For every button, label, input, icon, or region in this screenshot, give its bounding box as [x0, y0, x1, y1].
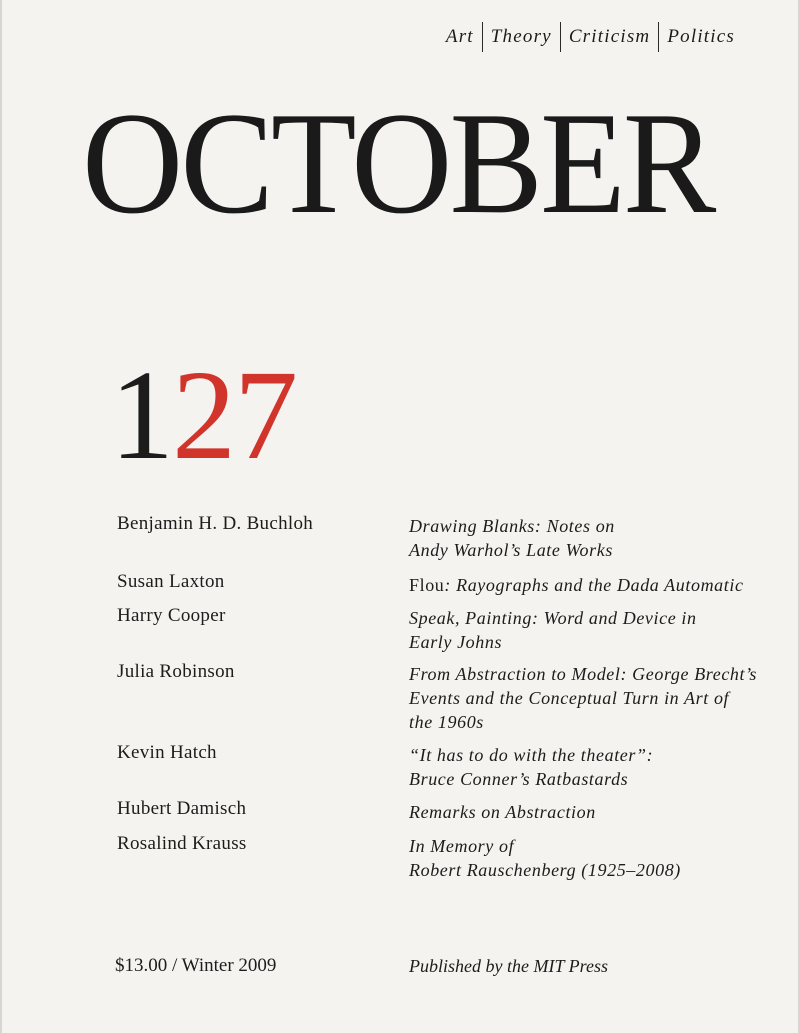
- title-line: From Abstraction to Model: George Brecht’s: [409, 664, 757, 684]
- subject-politics: Politics: [667, 26, 735, 47]
- title-lead-word: Flou: [409, 575, 445, 595]
- title-rest: : Rayographs and the Dada Automatic: [444, 575, 744, 595]
- contents-title: [409, 800, 779, 824]
- subject-criticism: Criticism: [568, 26, 651, 47]
- title-line: the 1960s: [409, 712, 484, 732]
- title-line: Early Johns: [409, 632, 503, 652]
- title-line: Events and the Conceptual Turn in Art of: [409, 688, 730, 708]
- title-line: [409, 573, 779, 597]
- title-line: Drawing Blanks: Notes on: [409, 516, 615, 536]
- contents-title: [409, 606, 779, 654]
- contents-author: Harry Cooper: [117, 605, 226, 626]
- title-line: Speak, Painting: Word and Device in: [409, 608, 697, 628]
- masthead-title: OCTOBER: [82, 82, 714, 244]
- contents-title: [409, 514, 779, 562]
- issue-digits-red: 27: [172, 344, 296, 486]
- contents-title: [409, 834, 779, 882]
- contents-author: Benjamin H. D. Buchloh: [117, 513, 314, 534]
- contents-author: Kevin Hatch: [117, 742, 217, 763]
- contents-author: Hubert Damisch: [117, 798, 247, 819]
- contents-author: Rosalind Krauss: [117, 833, 247, 854]
- title-line: Remarks on Abstraction: [409, 802, 596, 822]
- price-and-season: $13.00 / Winter 2009: [115, 955, 277, 976]
- publisher-line: Published by the MIT Press: [409, 956, 608, 976]
- issue-number: [110, 344, 296, 486]
- contents-title: [409, 662, 779, 734]
- subject-art: Art: [445, 26, 474, 47]
- title-line: Bruce Conner’s Ratbastards: [409, 769, 629, 789]
- subject-theory: Theory: [490, 26, 552, 47]
- contents-title: [409, 743, 779, 791]
- title-line: “It has to do with the theater”:: [409, 745, 654, 765]
- issue-digit-black: 1: [110, 344, 172, 486]
- contents-author: Julia Robinson: [117, 661, 235, 682]
- title-line: Robert Rauschenberg (1925–2008): [409, 860, 681, 880]
- subject-line: [438, 22, 743, 52]
- title-line: In Memory of: [409, 836, 515, 856]
- title-line: Andy Warhol’s Late Works: [409, 540, 613, 560]
- contents-title: [409, 573, 779, 597]
- contents-author: Susan Laxton: [117, 571, 225, 592]
